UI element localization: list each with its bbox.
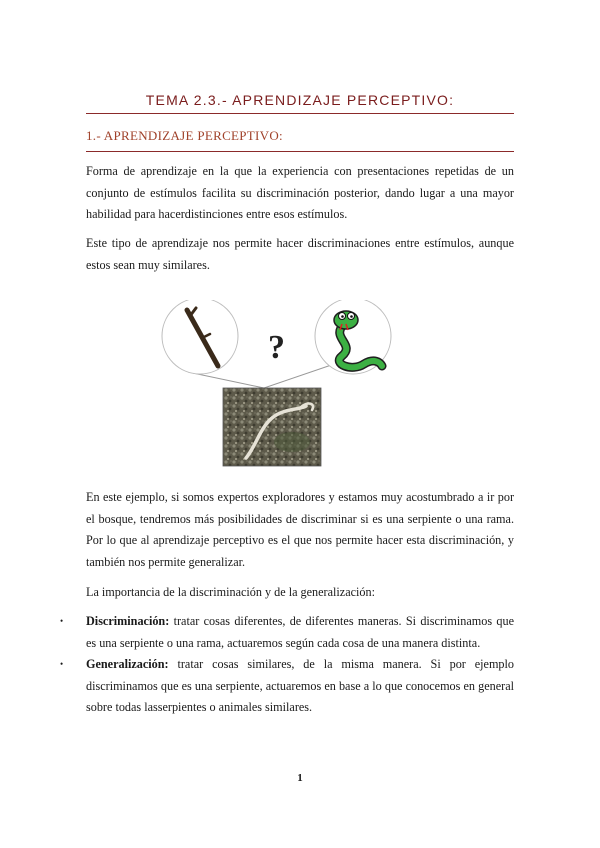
forest-floor-snake-photo [223,388,321,466]
section-divider [86,151,514,152]
paragraph-importance: La importancia de la discriminación y de la generalización: [86,585,375,599]
bullet-list [60,611,514,719]
bullet-marker: • [60,659,64,669]
bullet-text [86,611,514,654]
bullet-text [86,654,514,719]
title-divider [86,113,514,114]
stick-or-snake-figure [160,300,440,468]
bullet-description: tratar cosas similares, de la misma manera. Si por ejemplo discriminamos que es una serpiente, actuaremos en base a lo que conocemos en general sobre todas lasserpientes o animales similares. [86,657,514,714]
bullet-description: tratar cosas diferentes, de diferentes maneras. Si discriminamos que es una serpiente o una rama, actuaremos según cada cosa de una manera distinta. [86,614,514,650]
question-mark: ? [268,329,285,366]
bullet-discrimination [60,611,514,654]
section-heading: 1.- APRENDIZAJE PERCEPTIVO: [86,128,283,143]
page-number: 1 [297,772,303,784]
paragraph-discrimination: Este tipo de aprendizaje nos permite hacer discriminaciones entre estímulos, aunque estos sean muy similares. [86,236,514,272]
bullet-term: Discriminación: [86,614,170,628]
bullet-generalization [60,654,514,719]
page-title: TEMA 2.3.- APRENDIZAJE PERCEPTIVO: [145,92,455,108]
bullet-marker: • [60,616,64,626]
paragraph-definition: Forma de aprendizaje en la que la experiencia con presentaciones repetidas de un conjunto de estímulos facilita su discriminación posterior, dando lugar a una mayor habilidad para hacerdistinciones entre esos estímulos. [86,164,514,221]
stick-icon [162,300,238,374]
snake-icon [315,300,391,374]
paragraph-example: En este ejemplo, si somos expertos exploradores y estamos muy acostumbrado a ir por el bosque, tendremos más posibilidades de discriminar si es una serpiente o una rama. Por lo que al aprendizaje perceptivo es el que nos permite hacer esta discriminación, y también nos permite generalizar. [86,490,514,569]
bullet-term: Generalización: [86,657,169,671]
